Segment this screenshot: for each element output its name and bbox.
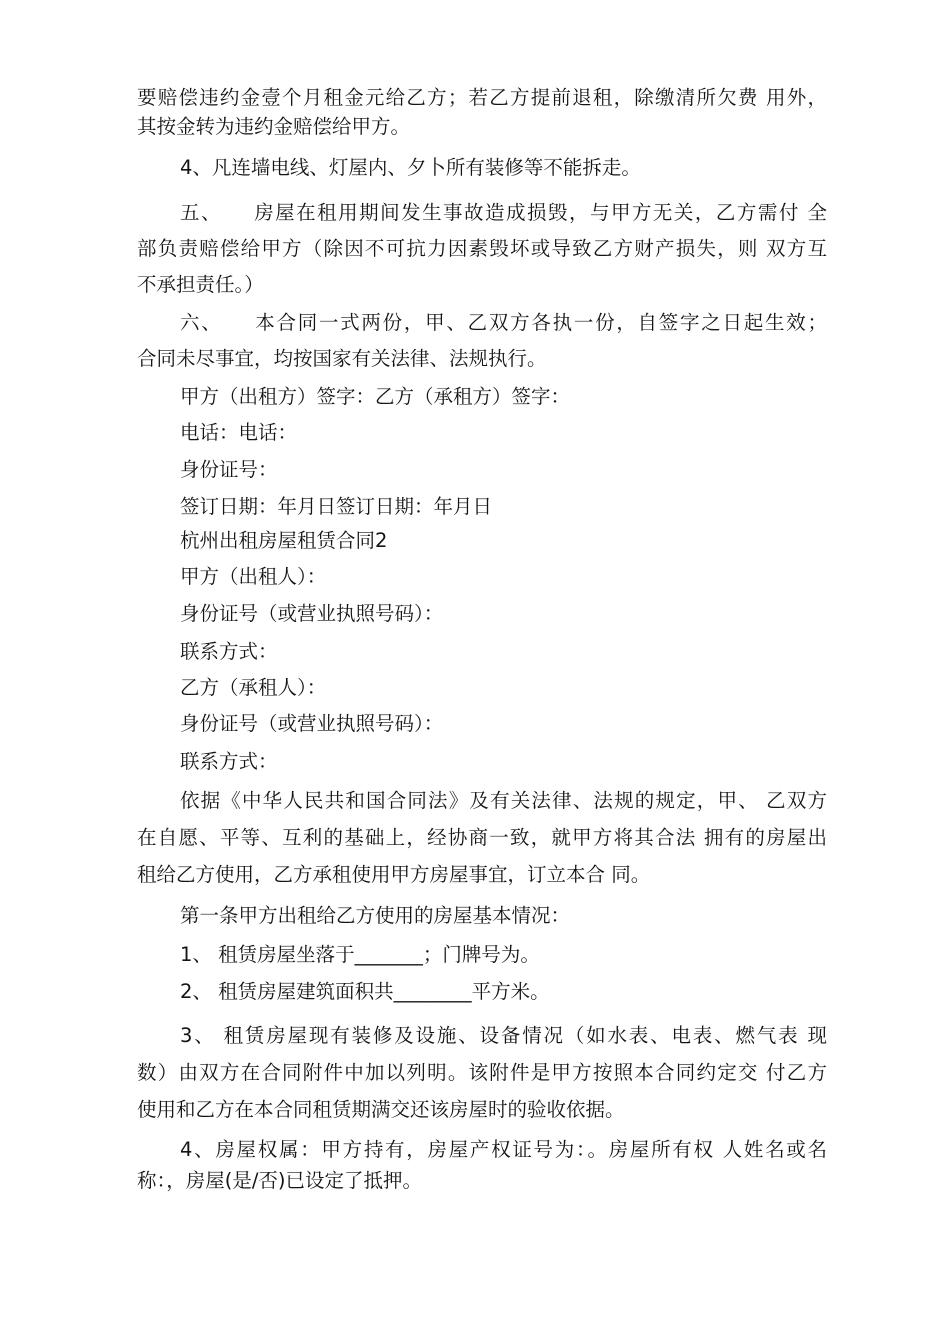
text-line-3: 4、凡连墙电线、灯屋内、夕卜所有装修等不能拆走。 <box>180 156 641 179</box>
text-line-6: 不承担责任。） <box>137 273 264 296</box>
text-line-18: 身份证号（或营业执照号码）： <box>180 712 444 735</box>
text-line-14: 甲方（出租人）： <box>180 565 327 588</box>
text-line-24: 1、 租赁房屋坐落于_______；门牌号为。 <box>180 943 540 966</box>
text-line-22: 租给乙方使用，乙方承租使用甲方房屋事宜，订立本合 同。 <box>137 863 651 886</box>
text-line-9: 甲方（出租方）签字：乙方（承租方）签字： <box>180 385 571 408</box>
text-line-4: 五、 房屋在租用期间发生事故造成损毁，与甲方无关，乙方需付 全 <box>180 201 827 224</box>
text-line-28: 使用和乙方在本合同租赁期满交还该房屋时的验收依据。 <box>137 1098 625 1121</box>
text-line-5: 部负责赔偿给甲方（除因不可抗力因素毁坏或导致乙方财产损失，则 双方互 <box>137 237 827 260</box>
text-line-1: 要赔偿违约金壹个月租金元给乙方；若乙方提前退租，除缴清所欠费 用外， <box>137 86 827 109</box>
text-line-27: 数）由双方在合同附件中加以列明。该附件是甲方按照本合同约定交 付乙方 <box>137 1061 827 1084</box>
text-line-2: 其按金转为违约金赔偿给甲方。 <box>137 115 411 138</box>
text-line-16: 联系方式： <box>180 640 278 663</box>
text-line-20: 依据《中华人民共和国合同法》及有关法律、法规的规定，甲、 乙双方 <box>180 789 827 812</box>
text-line-11: 身份证号： <box>180 458 278 481</box>
section-title: 杭州出租房屋租赁合同2 <box>180 529 388 552</box>
text-line-8: 合同未尽事宜，均按国家有关法律、法规执行。 <box>137 347 547 370</box>
text-line-7: 六、 本合同一式两份，甲、乙双方各执一份，自签字之日起生效； <box>180 311 827 334</box>
text-line-19: 联系方式： <box>180 750 278 773</box>
text-line-10: 电话：电话： <box>180 421 298 444</box>
text-line-30: 称：，房屋(是/否)已设定了抵押。 <box>137 1169 423 1192</box>
text-line-26: 3、 租赁房屋现有装修及设施、设备情况（如水表、电表、燃气表 现 <box>180 1024 827 1047</box>
text-line-23: 第一条甲方出租给乙方使用的房屋基本情况： <box>180 904 571 927</box>
text-line-12: 签订日期：年月日签订日期：年月日 <box>180 495 493 518</box>
text-line-15: 身份证号（或营业执照号码）： <box>180 602 444 625</box>
text-line-25: 2、 租赁房屋建筑面积共________平方米。 <box>180 980 550 1003</box>
text-line-29: 4、房屋权属：甲方持有，房屋产权证号为：。房屋所有权 人姓名或名 <box>180 1138 827 1161</box>
text-line-17: 乙方（承租人）： <box>180 676 327 699</box>
text-line-21: 在自愿、平等、互利的基础上，经协商一致，就甲方将其合法 拥有的房屋出 <box>137 826 827 849</box>
